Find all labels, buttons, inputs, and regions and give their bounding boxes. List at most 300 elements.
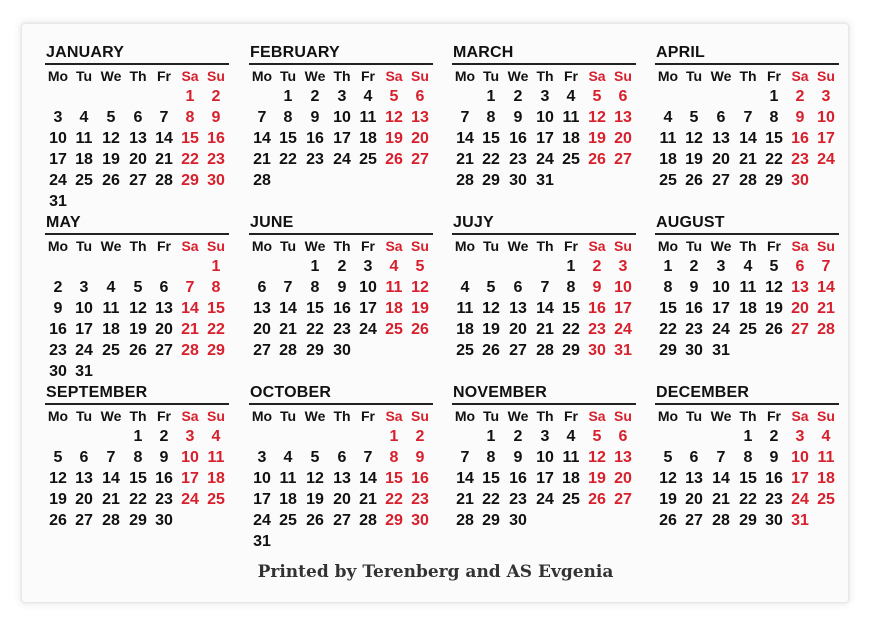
- week-row: [249, 489, 433, 510]
- day-cell: 12: [659, 470, 677, 487]
- day-cell: 3: [618, 258, 628, 275]
- day-cell: [735, 86, 761, 107]
- day-cell: 17: [536, 130, 554, 147]
- day-cell: 21: [456, 151, 474, 168]
- day-cell: 11: [359, 109, 377, 126]
- day-cell: 8: [133, 449, 143, 466]
- day-cell: 15: [659, 300, 677, 317]
- day-cell: 15: [562, 300, 580, 317]
- weekday-label: We: [100, 408, 122, 424]
- day-cell: 4: [460, 279, 470, 296]
- day-cell: 21: [253, 151, 271, 168]
- day-cell: 12: [411, 279, 429, 296]
- weekday-label: Th: [739, 408, 757, 424]
- day-cell: 4: [211, 428, 221, 445]
- week-row: [249, 256, 433, 277]
- day-cell: 14: [817, 279, 835, 296]
- week-row: [249, 298, 433, 319]
- day-cell: 7: [540, 279, 550, 296]
- day-cell: 27: [509, 342, 527, 359]
- day-cell: 24: [49, 172, 67, 189]
- day-cell: 15: [739, 470, 757, 487]
- day-cell: 4: [566, 428, 576, 445]
- day-cell: 23: [509, 491, 527, 508]
- day-cell: [125, 86, 151, 107]
- day-cell: [151, 86, 177, 107]
- day-cell: 28: [253, 172, 271, 189]
- day-cell: [504, 256, 532, 277]
- day-cell: 10: [333, 109, 351, 126]
- day-cell: 29: [562, 342, 580, 359]
- day-cell: 7: [257, 109, 267, 126]
- day-cell: 14: [359, 470, 377, 487]
- day-cell: [355, 340, 381, 361]
- weekday-label: Sa: [791, 238, 809, 254]
- day-cell: 31: [614, 342, 632, 359]
- day-cell: 25: [207, 491, 225, 508]
- day-cell: 19: [129, 321, 147, 338]
- day-cell: 3: [79, 279, 89, 296]
- day-cell: [452, 86, 478, 107]
- day-cell: 16: [306, 130, 324, 147]
- weekday-label: We: [507, 68, 529, 84]
- day-cell: 24: [333, 151, 351, 168]
- day-cell: 3: [540, 88, 550, 105]
- day-cell: [532, 256, 558, 277]
- day-cell: 11: [279, 470, 297, 487]
- week-row: [45, 340, 229, 361]
- day-cell: 1: [486, 88, 496, 105]
- week-row: [249, 510, 433, 531]
- weekday-label: Fr: [767, 238, 781, 254]
- day-cell: 28: [181, 342, 199, 359]
- day-cell: 2: [795, 88, 805, 105]
- day-cell: 11: [562, 109, 580, 126]
- week-row: [249, 319, 433, 340]
- week-row: [452, 447, 636, 468]
- weekday-label: Su: [207, 408, 225, 424]
- day-cell: [45, 426, 71, 447]
- day-cell: 26: [102, 172, 120, 189]
- day-cell: 16: [49, 321, 67, 338]
- weekday-header-row: [249, 235, 433, 256]
- day-cell: 7: [159, 109, 169, 126]
- day-cell: [45, 86, 71, 107]
- day-cell: [707, 86, 735, 107]
- week-row: [655, 277, 839, 298]
- day-cell: 2: [689, 258, 699, 275]
- day-cell: 3: [53, 109, 63, 126]
- day-cell: 15: [279, 130, 297, 147]
- weekday-label: Su: [207, 68, 225, 84]
- day-cell: 26: [306, 512, 324, 529]
- day-cell: 4: [389, 258, 399, 275]
- week-row: [655, 468, 839, 489]
- day-cell: [407, 531, 433, 552]
- weekday-label: We: [100, 68, 122, 84]
- day-cell: 22: [482, 491, 500, 508]
- weekday-label: Tu: [75, 408, 93, 424]
- month-december: [655, 384, 839, 531]
- day-cell: 9: [53, 300, 63, 317]
- day-cell: 21: [181, 321, 199, 338]
- day-cell: 27: [253, 342, 271, 359]
- day-cell: 3: [716, 258, 726, 275]
- day-cell: 6: [159, 279, 169, 296]
- day-cell: 5: [53, 449, 63, 466]
- day-cell: 11: [385, 279, 403, 296]
- day-cell: 24: [359, 321, 377, 338]
- day-cell: 31: [791, 512, 809, 529]
- weekday-label: Mo: [47, 238, 69, 254]
- day-cell: 15: [482, 470, 500, 487]
- day-cell: [249, 86, 275, 107]
- day-cell: 20: [712, 151, 730, 168]
- pocket-calendar-card: [22, 24, 848, 602]
- day-cell: 10: [536, 109, 554, 126]
- day-cell: 15: [306, 300, 324, 317]
- day-cell: 20: [411, 130, 429, 147]
- day-cell: [151, 361, 177, 382]
- month-title: JUNE: [250, 214, 294, 231]
- day-cell: 27: [129, 172, 147, 189]
- weekday-label: Mo: [454, 68, 476, 84]
- day-cell: 2: [337, 258, 347, 275]
- week-row: [249, 277, 433, 298]
- day-cell: [452, 256, 478, 277]
- month-title: DECEMBER: [656, 384, 750, 401]
- day-cell: 6: [618, 428, 628, 445]
- weekday-label: Th: [536, 238, 554, 254]
- day-cell: [71, 86, 97, 107]
- weekday-label: Sa: [791, 408, 809, 424]
- day-cell: 23: [306, 151, 324, 168]
- day-cell: 3: [540, 428, 550, 445]
- day-cell: 29: [482, 512, 500, 529]
- day-cell: 10: [253, 470, 271, 487]
- day-cell: 1: [211, 258, 221, 275]
- day-cell: 26: [685, 172, 703, 189]
- day-cell: 5: [486, 279, 496, 296]
- weekday-label: Th: [536, 408, 554, 424]
- day-cell: 25: [385, 321, 403, 338]
- day-cell: 4: [106, 279, 116, 296]
- weekday-label: Tu: [482, 68, 500, 84]
- day-cell: 15: [482, 130, 500, 147]
- day-cell: [97, 86, 125, 107]
- day-cell: 21: [456, 491, 474, 508]
- day-cell: 9: [211, 109, 221, 126]
- day-cell: 23: [509, 151, 527, 168]
- weekday-label: Mo: [454, 238, 476, 254]
- day-cell: 30: [411, 512, 429, 529]
- day-cell: 28: [456, 172, 474, 189]
- weekday-header-row: [45, 235, 229, 256]
- day-cell: 14: [155, 130, 173, 147]
- day-cell: 20: [685, 491, 703, 508]
- day-cell: [97, 426, 125, 447]
- month-october: [249, 384, 433, 552]
- day-cell: 27: [155, 342, 173, 359]
- day-cell: 6: [337, 449, 347, 466]
- day-cell: [275, 426, 301, 447]
- week-row: [655, 298, 839, 319]
- day-cell: 18: [207, 470, 225, 487]
- day-cell: [707, 426, 735, 447]
- day-cell: 7: [460, 449, 470, 466]
- week-row: [45, 361, 229, 382]
- day-cell: 13: [614, 449, 632, 466]
- day-cell: [478, 256, 504, 277]
- month-title: JANUARY: [46, 44, 125, 61]
- day-cell: 13: [155, 300, 173, 317]
- day-cell: 6: [513, 279, 523, 296]
- day-cell: 5: [663, 449, 673, 466]
- day-cell: [45, 256, 71, 277]
- day-cell: 30: [509, 512, 527, 529]
- day-cell: 31: [712, 342, 730, 359]
- day-cell: 11: [207, 449, 225, 466]
- day-cell: 7: [185, 279, 195, 296]
- weekday-label: Th: [333, 238, 351, 254]
- day-cell: [329, 426, 355, 447]
- day-cell: 23: [49, 342, 67, 359]
- day-cell: 15: [181, 130, 199, 147]
- week-row: [45, 298, 229, 319]
- weekday-label: Th: [129, 68, 147, 84]
- day-cell: 19: [659, 491, 677, 508]
- day-cell: 4: [821, 428, 831, 445]
- day-cell: 21: [155, 151, 173, 168]
- day-cell: 24: [614, 321, 632, 338]
- weekday-label: Sa: [181, 238, 199, 254]
- month-april: [655, 44, 839, 191]
- day-cell: 17: [333, 130, 351, 147]
- day-cell: 6: [415, 88, 425, 105]
- day-cell: 19: [685, 151, 703, 168]
- month-jujy: [452, 214, 636, 361]
- weekday-label: Th: [129, 238, 147, 254]
- week-row: [452, 489, 636, 510]
- day-cell: 6: [618, 88, 628, 105]
- day-cell: [329, 170, 355, 191]
- day-cell: 28: [456, 512, 474, 529]
- day-cell: 23: [333, 321, 351, 338]
- weekday-label: Mo: [657, 238, 679, 254]
- day-cell: 2: [415, 428, 425, 445]
- day-cell: 10: [181, 449, 199, 466]
- day-cell: 8: [283, 109, 293, 126]
- day-cell: 29: [739, 512, 757, 529]
- day-cell: 4: [283, 449, 293, 466]
- day-cell: 24: [791, 491, 809, 508]
- weekday-label: Fr: [564, 238, 578, 254]
- weekday-label: Sa: [385, 238, 403, 254]
- day-cell: 3: [185, 428, 195, 445]
- day-cell: 22: [306, 321, 324, 338]
- day-cell: 16: [588, 300, 606, 317]
- day-cell: [329, 531, 355, 552]
- day-cell: 27: [614, 151, 632, 168]
- week-row: [452, 340, 636, 361]
- day-cell: 21: [279, 321, 297, 338]
- day-cell: 21: [817, 300, 835, 317]
- day-cell: 7: [363, 449, 373, 466]
- day-cell: 18: [385, 300, 403, 317]
- day-cell: 30: [791, 172, 809, 189]
- day-cell: 6: [79, 449, 89, 466]
- day-cell: 20: [129, 151, 147, 168]
- week-row: [249, 447, 433, 468]
- day-cell: 15: [207, 300, 225, 317]
- week-row: [249, 426, 433, 447]
- day-cell: 9: [159, 449, 169, 466]
- day-cell: 10: [712, 279, 730, 296]
- day-cell: 30: [207, 172, 225, 189]
- week-row: [452, 468, 636, 489]
- month-title: FEBRUARY: [250, 44, 340, 61]
- day-cell: 17: [359, 300, 377, 317]
- day-cell: 17: [75, 321, 93, 338]
- day-cell: 12: [129, 300, 147, 317]
- month-title: MARCH: [453, 44, 514, 61]
- day-cell: 9: [689, 279, 699, 296]
- day-cell: [735, 340, 761, 361]
- day-cell: 17: [536, 470, 554, 487]
- day-cell: 16: [333, 300, 351, 317]
- day-cell: 4: [743, 258, 753, 275]
- day-cell: [301, 531, 329, 552]
- day-cell: [203, 191, 229, 212]
- day-cell: 18: [279, 491, 297, 508]
- day-cell: 17: [181, 470, 199, 487]
- day-cell: 26: [588, 151, 606, 168]
- day-cell: 3: [821, 88, 831, 105]
- month-june: [249, 214, 433, 361]
- weekday-label: Mo: [251, 238, 273, 254]
- week-row: [45, 107, 229, 128]
- day-cell: 2: [769, 428, 779, 445]
- week-row: [452, 86, 636, 107]
- day-cell: 8: [486, 449, 496, 466]
- day-cell: 25: [75, 172, 93, 189]
- day-cell: 5: [133, 279, 143, 296]
- day-cell: 14: [712, 470, 730, 487]
- day-cell: 8: [743, 449, 753, 466]
- day-cell: 10: [49, 130, 67, 147]
- day-cell: [681, 86, 707, 107]
- day-cell: 19: [411, 300, 429, 317]
- week-row: [45, 149, 229, 170]
- day-cell: 16: [685, 300, 703, 317]
- day-cell: 26: [49, 512, 67, 529]
- weekday-label: Th: [739, 68, 757, 84]
- week-row: [452, 149, 636, 170]
- day-cell: 30: [333, 342, 351, 359]
- day-cell: 18: [562, 470, 580, 487]
- weekday-label: Tu: [685, 408, 703, 424]
- day-cell: 22: [659, 321, 677, 338]
- day-cell: 23: [155, 491, 173, 508]
- week-row: [249, 149, 433, 170]
- day-cell: 18: [456, 321, 474, 338]
- day-cell: 7: [283, 279, 293, 296]
- day-cell: 27: [685, 512, 703, 529]
- day-cell: 10: [614, 279, 632, 296]
- day-cell: [610, 170, 636, 191]
- day-cell: 24: [712, 321, 730, 338]
- day-cell: [151, 191, 177, 212]
- weekday-label: Mo: [657, 408, 679, 424]
- day-cell: [177, 256, 203, 277]
- weekday-header-row: [45, 65, 229, 86]
- weekday-label: Fr: [564, 68, 578, 84]
- day-cell: 13: [75, 470, 93, 487]
- day-cell: 9: [513, 449, 523, 466]
- day-cell: 12: [685, 130, 703, 147]
- day-cell: 29: [385, 512, 403, 529]
- day-cell: 16: [207, 130, 225, 147]
- weekday-header-row: [452, 65, 636, 86]
- day-cell: 26: [411, 321, 429, 338]
- day-cell: 21: [359, 491, 377, 508]
- weekday-label: We: [710, 408, 732, 424]
- day-cell: 28: [155, 172, 173, 189]
- day-cell: 6: [133, 109, 143, 126]
- day-cell: 24: [817, 151, 835, 168]
- week-row: [45, 191, 229, 212]
- day-cell: 5: [592, 428, 602, 445]
- day-cell: [813, 340, 839, 361]
- week-row: [452, 107, 636, 128]
- day-cell: 13: [411, 109, 429, 126]
- day-cell: 28: [712, 512, 730, 529]
- day-cell: 4: [79, 109, 89, 126]
- weekday-label: Su: [411, 238, 429, 254]
- day-cell: 11: [75, 130, 93, 147]
- weekday-label: Fr: [564, 408, 578, 424]
- weekday-label: Tu: [482, 238, 500, 254]
- day-cell: 10: [536, 449, 554, 466]
- day-cell: 22: [129, 491, 147, 508]
- day-cell: 12: [588, 449, 606, 466]
- weekday-label: We: [304, 68, 326, 84]
- week-row: [45, 277, 229, 298]
- day-cell: 12: [306, 470, 324, 487]
- day-cell: 20: [614, 130, 632, 147]
- day-cell: 8: [310, 279, 320, 296]
- weekday-header-row: [655, 405, 839, 426]
- day-cell: 16: [765, 470, 783, 487]
- day-cell: 27: [333, 512, 351, 529]
- day-cell: [558, 170, 584, 191]
- day-cell: [584, 170, 610, 191]
- month-may: [45, 214, 229, 382]
- day-cell: 23: [588, 321, 606, 338]
- month-title: SEPTEMBER: [46, 384, 148, 401]
- day-cell: 13: [253, 300, 271, 317]
- weekday-header-row: [249, 405, 433, 426]
- day-cell: 26: [482, 342, 500, 359]
- day-cell: 13: [712, 130, 730, 147]
- day-cell: 23: [791, 151, 809, 168]
- day-cell: 5: [310, 449, 320, 466]
- week-row: [45, 426, 229, 447]
- weekday-label: Su: [614, 408, 632, 424]
- day-cell: 18: [659, 151, 677, 168]
- day-cell: 30: [509, 172, 527, 189]
- day-cell: 15: [765, 130, 783, 147]
